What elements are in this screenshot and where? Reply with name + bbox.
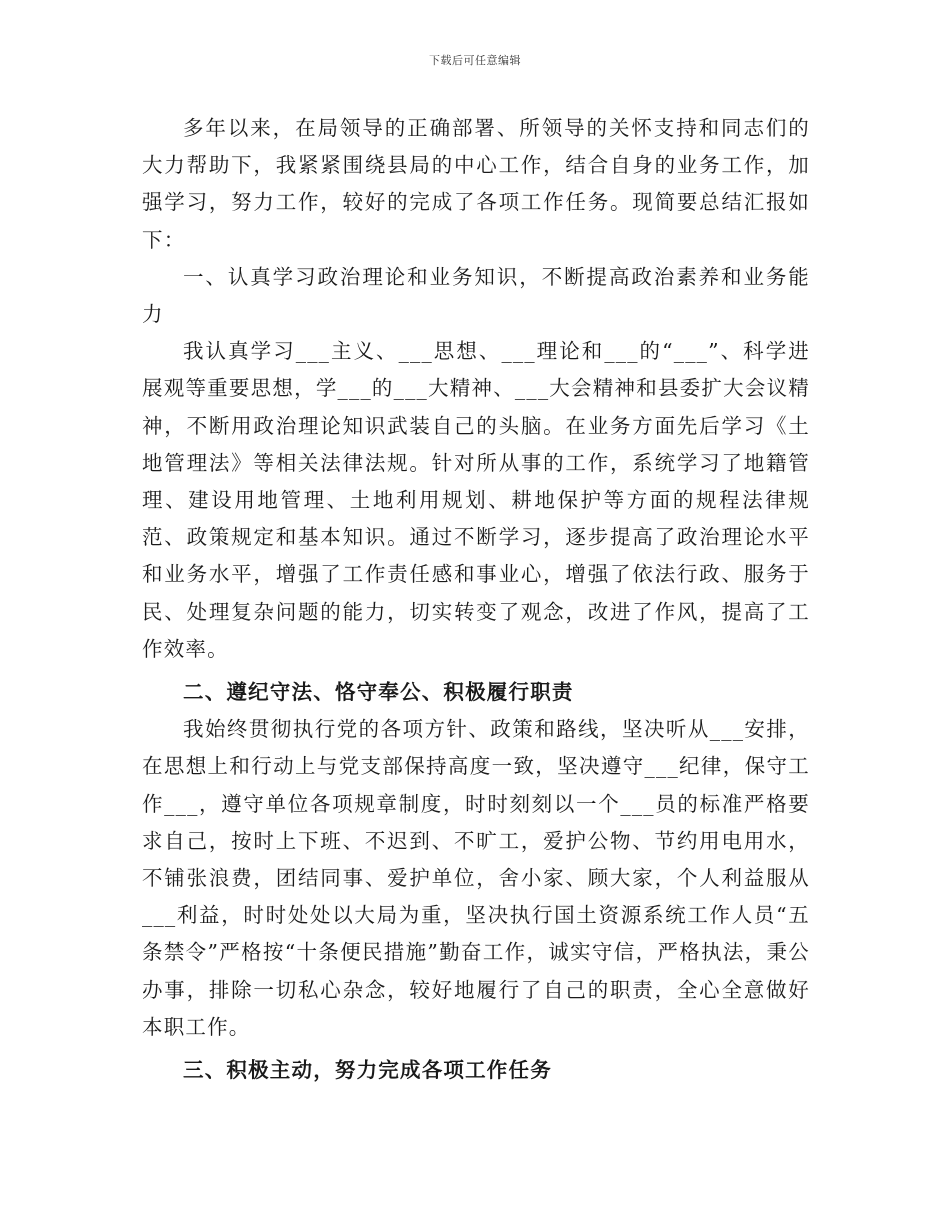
- section-1-paragraph: 我认真学习___主义、___思想、___理论和___的“___”、科学进展观等重要思想，学___的___大精神、___大会精神和县委扩大会议精神，不断用政治理论知识武装自己的头脑。在业务方面先后学习《土地管理法》等相关法律法规。针对所从事的工作，系统学习了地籍管理、建设用地管理、土地利用规划、耕地保护等方面的规程法律规范、政策规定和基本知识。通过不断学习，逐步提高了政治理论水平和业务水平，增强了工作责任感和事业心，增强了依法行政、服务于民、处理复杂问题的能力，切实转变了观念，改进了作风，提高了工作效率。: [142, 339, 810, 661]
- document-body: [142, 110, 810, 1089]
- section-1-heading: 一、认真学习政治理论和业务知识，不断提高政治素养和业务能力: [142, 264, 810, 327]
- section-2-heading: 二、遵纪守法、恪守奉公、积极履行职责: [183, 680, 574, 705]
- section-2-paragraph: 我始终贯彻执行党的各项方针、政策和路线，坚决听从___安排，在思想上和行动上与党支部保持高度一致，坚决遵守___纪律，保守工作___，遵守单位各项规章制度，时时刻刻以一个___员的标准严格要求自己，按时上下班、不迟到、不旷工，爱护公物、节约用电用水，不铺张浪费，团结同事、爱护单位，舍小家、顾大家，个人利益服从___利益，时时处处以大局为重，坚决执行国土资源系统工作人员“五条禁令”严格按“十条便民措施”勤奋工作，诚实守信，严格执法，秉公办事，排除一切私心杂念，较好地履行了自己的职责，全心全意做好本职工作。: [142, 717, 810, 1039]
- page-header: 下载后可任意编辑: [429, 54, 521, 67]
- section-3-heading: 三、积极主动，努力完成各项工作任务: [183, 1058, 552, 1083]
- intro-paragraph: 多年以来，在局领导的正确部署、所领导的关怀支持和同志们的大力帮助下，我紧紧围绕县局的中心工作，结合自身的业务工作，加强学习，努力工作，较好的完成了各项工作任务。现简要总结汇报如下：: [142, 116, 810, 252]
